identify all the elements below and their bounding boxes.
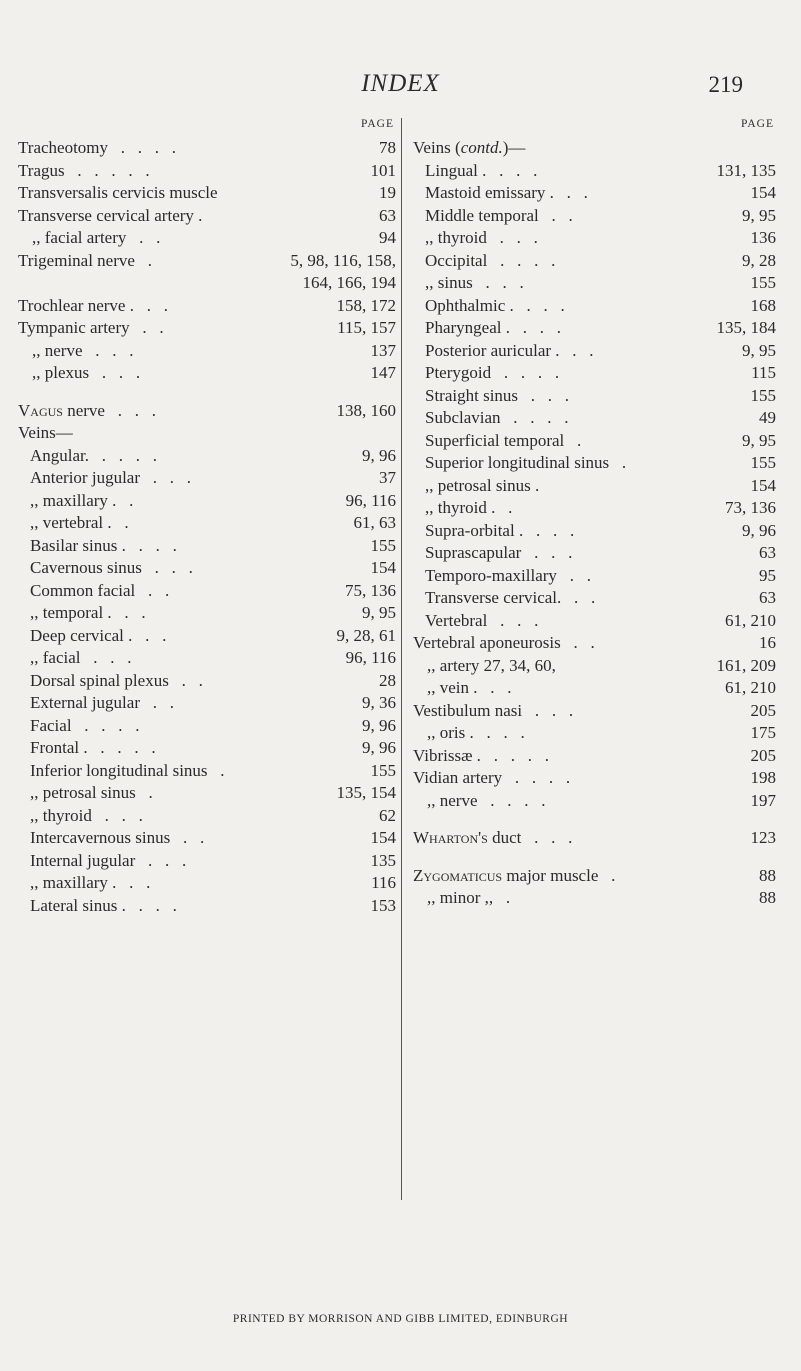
index-entry <box>18 340 396 363</box>
leader-dots: . . . . <box>500 408 569 427</box>
entry-pages: 9, 96 <box>362 738 396 757</box>
entry-term: Common facial . . <box>30 580 170 600</box>
index-entry <box>18 715 396 738</box>
entry-term: ,, thyroid . . <box>425 498 513 517</box>
entry-term: ,, facial . . . <box>30 648 132 667</box>
index-entry <box>18 227 396 250</box>
entry-pages: 136 <box>750 228 776 247</box>
leader-dots: . . <box>553 183 588 202</box>
index-entry <box>18 737 396 760</box>
section-gap <box>413 850 776 865</box>
entry-list <box>18 137 396 917</box>
entry-pages: 5, 98, 116, 158, <box>290 250 396 270</box>
index-entry <box>413 520 776 543</box>
entry-term: ,, petrosal sinus . <box>425 475 540 495</box>
entry-pages: 62 <box>379 805 396 825</box>
leader-dots: . . . <box>486 160 538 180</box>
index-entry <box>413 475 776 498</box>
entry-pages: 95 <box>759 565 776 585</box>
running-title: INDEX <box>361 70 440 97</box>
entry-pages: 154 <box>750 475 776 495</box>
entry-term: Vidian artery . . . . <box>413 768 571 787</box>
index-entry <box>413 430 776 453</box>
index-entry <box>413 227 776 250</box>
entry-pages: 155 <box>750 273 776 292</box>
entry-pages: 9, 95 <box>742 205 776 225</box>
entry-term: Internal jugular . . . <box>30 850 187 870</box>
entry-pages: 9, 28 <box>742 250 776 270</box>
leader-dots: . . . <box>473 723 525 742</box>
entry-pages: 9, 96 <box>742 520 776 540</box>
entry-term: Ophthalmic . . . . <box>425 295 565 315</box>
entry-pages: 75, 136 <box>345 580 396 600</box>
page-header <box>0 70 801 110</box>
leader-dots: . . . <box>125 895 177 915</box>
entry-pages: 16 <box>759 633 776 652</box>
index-entry <box>18 272 396 295</box>
index-entry <box>413 790 776 813</box>
index-entry <box>18 827 396 850</box>
entry-pages: 135, 184 <box>716 318 776 337</box>
index-entry <box>18 422 396 445</box>
entry-pages: 19 <box>379 183 396 202</box>
entry-term: ,, thyroid . . . <box>30 805 143 825</box>
entry-term: Posterior auricular . . . <box>425 340 594 360</box>
entry-list <box>413 137 776 910</box>
leader-dots: . . . . <box>477 790 546 810</box>
entry-pages: 9, 28, 61 <box>336 625 396 645</box>
index-entry <box>413 865 776 888</box>
leader-dots: . . <box>477 678 512 697</box>
entry-pages: 94 <box>379 228 396 247</box>
entry-pages: 168 <box>750 295 776 315</box>
index-column-left <box>18 118 396 917</box>
leader-dots: . . <box>556 565 591 585</box>
leader-dots: . . . . . <box>64 160 150 180</box>
column-heading: PAGE <box>361 118 394 130</box>
leader-dots: . <box>116 490 134 510</box>
index-entry <box>413 205 776 228</box>
entry-pages: 101 <box>370 160 396 180</box>
leader-dots: . . <box>170 828 205 847</box>
index-entry <box>18 625 396 648</box>
index-column-right <box>413 118 776 910</box>
index-entry <box>18 557 396 580</box>
section-gap <box>18 385 396 400</box>
entry-pages: 161, 209 <box>716 655 776 675</box>
entry-pages: 135 <box>370 850 396 870</box>
leader-dots: . . <box>560 633 595 652</box>
index-entry <box>18 445 396 468</box>
index-entry <box>18 137 396 160</box>
entry-pages: 96, 116 <box>345 490 396 510</box>
index-entry <box>413 887 776 910</box>
index-entry <box>18 160 396 183</box>
entry-term: Temporo-maxillary . . <box>425 565 591 585</box>
index-entry <box>18 850 396 873</box>
entry-term: Mastoid emissary . . . <box>425 183 588 202</box>
entry-pages: 28 <box>379 670 396 690</box>
entry-pages: 154 <box>370 558 396 577</box>
leader-dots: . . . <box>472 273 524 292</box>
index-entry <box>18 512 396 535</box>
index-entry <box>18 805 396 828</box>
entry-term: Basilar sinus . . . . <box>30 535 177 555</box>
index-entry <box>413 362 776 385</box>
entry-term: Vertebral aponeurosis . . <box>413 633 595 652</box>
leader-dots: . . . <box>521 828 573 847</box>
entry-pages: 63 <box>759 588 776 607</box>
entry-term: Lingual . . . . <box>425 160 538 180</box>
leader-dots: . . <box>135 580 170 600</box>
index-entry <box>413 452 776 475</box>
entry-term: ,, oris . . . . <box>427 723 525 742</box>
entry-term: ,, vertebral . . <box>30 513 129 532</box>
entry-pages: 61, 210 <box>725 610 776 630</box>
leader-dots: . . . <box>509 318 561 337</box>
entry-term: Transverse cervical. . . <box>425 588 596 607</box>
entry-pages: 205 <box>750 745 776 765</box>
entry-term: Lateral sinus . . . . <box>30 895 177 915</box>
entry-pages: 9, 96 <box>362 715 396 735</box>
entry-pages: 205 <box>750 700 776 720</box>
section-gap <box>413 812 776 827</box>
index-entry <box>413 610 776 633</box>
leader-dots: . . . <box>140 468 191 487</box>
leader-dots: . . . . <box>108 138 177 157</box>
leader-dots: . . . <box>521 543 573 562</box>
leader-dots: . . . <box>91 805 143 825</box>
entry-term: Wharton's duct . . . <box>413 828 573 847</box>
index-entry <box>413 497 776 520</box>
index-entry <box>413 677 776 700</box>
leader-dots: . . . . <box>480 745 549 765</box>
leader-dots: . <box>564 430 582 450</box>
leader-dots: . <box>134 250 152 270</box>
entry-term: Occipital . . . . <box>425 250 556 270</box>
leader-dots: . <box>609 453 627 472</box>
leader-dots: . <box>111 513 129 532</box>
entry-pages: 63 <box>759 543 776 562</box>
entry-term: Frontal . . . . . <box>30 738 156 757</box>
index-entry <box>18 647 396 670</box>
leader-dots: . . <box>126 228 161 247</box>
leader-dots: . . . <box>523 520 575 540</box>
index-entry <box>413 632 776 655</box>
entry-pages: 175 <box>750 723 776 742</box>
entry-term: Suprascapular . . . <box>425 543 573 562</box>
entry-term: Transverse cervical artery . <box>18 205 203 225</box>
entry-term: ,, minor ,, . <box>427 888 511 907</box>
entry-pages: 37 <box>379 468 396 487</box>
index-entry <box>18 317 396 340</box>
index-entry <box>413 182 776 205</box>
index-entry <box>18 400 396 423</box>
page-number: 219 <box>708 72 743 97</box>
entry-pages: 61, 63 <box>353 513 396 532</box>
entry-pages: 138, 160 <box>336 400 396 420</box>
entry-pages: 147 <box>370 363 396 382</box>
entry-term: ,, thyroid . . . <box>425 228 538 247</box>
entry-term: ,, nerve . . . <box>32 340 134 360</box>
index-entry <box>413 295 776 318</box>
entry-term: ,, nerve . . . . <box>427 790 546 810</box>
entry-term: Middle temporal . . <box>425 205 573 225</box>
entry-term: ,, plexus . . . <box>32 363 141 382</box>
entry-term: ,, maxillary . . <box>30 490 134 510</box>
index-entry <box>18 362 396 385</box>
entry-pages: 96, 116 <box>345 648 396 667</box>
entry-term: Veins (contd.)— <box>413 138 526 157</box>
entry-term: Cavernous sinus . . . <box>30 558 193 577</box>
index-entry <box>413 655 776 678</box>
entry-pages: 78 <box>379 138 396 157</box>
entry-pages: 154 <box>370 828 396 847</box>
entry-pages: 155 <box>370 760 396 780</box>
entry-pages: 155 <box>750 453 776 472</box>
entry-pages: 137 <box>370 340 396 360</box>
leader-dots: . . . . <box>491 363 560 382</box>
leader-dots: . . . <box>104 400 156 420</box>
index-entry <box>18 760 396 783</box>
entry-term: ,, petrosal sinus . <box>30 783 153 802</box>
entry-pages: 73, 136 <box>725 498 776 517</box>
entry-pages: 49 <box>759 408 776 427</box>
index-entry <box>413 160 776 183</box>
leader-dots: . . . <box>135 850 187 870</box>
entry-term: Straight sinus . . . <box>425 385 570 405</box>
column-divider <box>401 118 402 1200</box>
index-entry <box>18 895 396 918</box>
index-entry <box>18 295 396 318</box>
leader-dots: . <box>598 865 616 885</box>
index-entry <box>413 827 776 850</box>
entry-term: ,, maxillary . . . <box>30 873 151 892</box>
leader-dots: . . . <box>522 700 574 720</box>
entry-pages: 115 <box>751 363 776 382</box>
entry-pages: 61, 210 <box>725 678 776 697</box>
index-entry <box>413 250 776 273</box>
entry-pages: 9, 96 <box>362 445 396 465</box>
leader-dots: . . . . <box>89 445 158 465</box>
entry-term: Tragus . . . . . <box>18 160 150 180</box>
leader-dots: . <box>207 760 225 780</box>
entry-term: Vertebral . . . <box>425 610 539 630</box>
leader-dots: . . . . <box>487 250 556 270</box>
entry-term: ,, sinus . . . <box>425 273 524 292</box>
leader-dots: . . <box>133 295 168 315</box>
entry-term: Inferior longitudinal sinus . <box>30 760 225 780</box>
index-entry <box>18 250 396 273</box>
entry-term: Tympanic artery . . <box>18 318 164 337</box>
entry-term: Veins— <box>18 423 73 442</box>
entry-term: Intercavernous sinus . . <box>30 828 205 847</box>
entry-term: Vestibulum nasi . . . <box>413 700 574 720</box>
leader-dots: . . <box>129 318 164 337</box>
index-entry <box>413 407 776 430</box>
leader-dots: . . . <box>513 295 565 315</box>
leader-dots: . . . <box>125 535 177 555</box>
index-entry <box>413 700 776 723</box>
leader-dots: . . . <box>486 228 538 247</box>
entry-pages: 123 <box>750 828 776 847</box>
entry-term: Facial . . . . <box>30 715 140 735</box>
leader-dots: . . <box>538 205 573 225</box>
index-entry <box>413 587 776 610</box>
entry-term: Zygomaticus major muscle . <box>413 865 616 885</box>
entry-pages: 158, 172 <box>336 295 396 315</box>
leader-dots: . . . <box>487 610 539 630</box>
leader-dots: . . . <box>141 558 193 577</box>
index-entry <box>18 182 396 205</box>
leader-dots: . . <box>140 693 174 712</box>
entry-term: Pharyngeal . . . . <box>425 318 561 337</box>
index-entry <box>413 745 776 768</box>
leader-dots: . . <box>111 603 146 622</box>
entry-term: ,, facial artery . . <box>32 228 161 247</box>
entry-pages: 164, 166, 194 <box>302 273 396 292</box>
entry-term: External jugular . . <box>30 693 174 712</box>
leader-dots: . . <box>168 670 203 690</box>
index-entry <box>18 580 396 603</box>
entry-pages: 153 <box>370 895 396 915</box>
entry-term: Transversalis cervicis muscle <box>18 183 218 202</box>
entry-pages: 155 <box>750 385 776 405</box>
entry-pages: 115, 157 <box>337 318 396 337</box>
index-entry <box>413 565 776 588</box>
entry-pages: 155 <box>370 535 396 555</box>
entry-term: Superior longitudinal sinus . <box>425 453 627 472</box>
entry-term: Vibrissæ . . . . . <box>413 745 549 765</box>
entry-term: Pterygoid . . . . <box>425 363 560 382</box>
leader-dots: . . . <box>82 340 134 360</box>
entry-term: ,, artery 27, 34, 60, <box>427 655 556 675</box>
entry-pages: 198 <box>750 768 776 787</box>
leader-dots: . . <box>561 588 596 607</box>
leader-dots: . . <box>116 873 151 892</box>
entry-pages: 197 <box>750 790 776 810</box>
index-entry <box>18 670 396 693</box>
leader-dots: . . . <box>518 385 570 405</box>
entry-term: Supra-orbital . . . . <box>425 520 575 540</box>
column-heading: PAGE <box>741 118 774 130</box>
index-entry <box>413 722 776 745</box>
printer-imprint: PRINTED BY MORRISON AND GIBB LIMITED, EDINBURGH <box>232 1313 569 1325</box>
entry-pages: 88 <box>759 888 776 907</box>
entry-term: Deep cervical . . . <box>30 625 167 645</box>
entry-term: Vagus nerve . . . <box>18 400 156 420</box>
index-entry <box>413 340 776 363</box>
index-entry <box>18 602 396 625</box>
leader-dots: . . . <box>80 648 132 667</box>
entry-pages: 9, 36 <box>362 693 396 712</box>
leader-dots: . . <box>132 625 167 645</box>
entry-pages: 9, 95 <box>362 603 396 622</box>
leader-dots: . <box>135 783 153 802</box>
entry-pages: 154 <box>750 183 776 202</box>
entry-term: Anterior jugular . . . <box>30 468 191 487</box>
index-entry <box>413 272 776 295</box>
index-entry <box>18 692 396 715</box>
entry-term: Trochlear nerve . . . <box>18 295 168 315</box>
entry-term: ,, vein . . . <box>427 678 512 697</box>
entry-term: ,, temporal . . . <box>30 603 146 622</box>
entry-pages: 135, 154 <box>336 783 396 802</box>
leader-dots: . <box>493 888 511 907</box>
index-entry <box>18 872 396 895</box>
index-entry <box>413 137 776 160</box>
leader-dots: . . <box>559 340 594 360</box>
entry-pages: 116 <box>371 873 396 892</box>
index-entry <box>413 542 776 565</box>
index-entry <box>18 467 396 490</box>
entry-pages: 88 <box>759 865 776 885</box>
leader-dots: . . . . <box>71 715 140 735</box>
entry-term: Trigeminal nerve . <box>18 250 152 270</box>
entry-term: Subclavian . . . . <box>425 408 569 427</box>
entry-pages: 9, 95 <box>742 340 776 360</box>
leader-dots: . . . . <box>502 768 571 787</box>
entry-term: Tracheotomy . . . . <box>18 138 177 157</box>
index-entry <box>18 490 396 513</box>
index-entry <box>413 385 776 408</box>
leader-dots: . . . . <box>87 738 156 757</box>
index-entry <box>413 317 776 340</box>
index-entry <box>413 767 776 790</box>
index-entry <box>18 782 396 805</box>
index-entry <box>18 535 396 558</box>
index-entry <box>18 205 396 228</box>
entry-pages: 9, 95 <box>742 430 776 450</box>
entry-pages: 63 <box>379 205 396 225</box>
entry-pages: 131, 135 <box>716 160 776 180</box>
entry-term: Superficial temporal . <box>425 430 582 450</box>
entry-term: Angular. . . . . <box>30 445 158 465</box>
leader-dots: . <box>495 498 513 517</box>
leader-dots: . . . <box>89 363 141 382</box>
entry-term: Dorsal spinal plexus . . <box>30 670 203 690</box>
